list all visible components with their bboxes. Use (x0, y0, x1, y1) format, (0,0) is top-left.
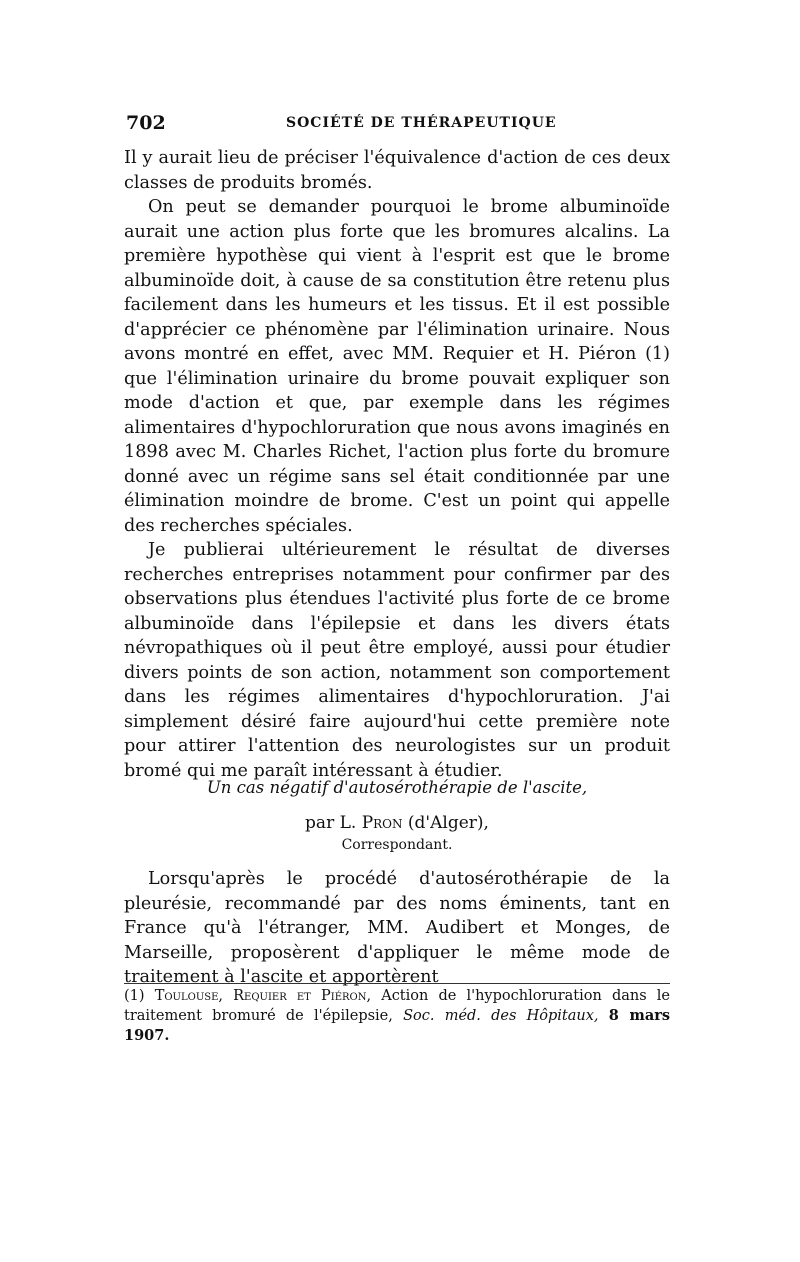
byline (124, 811, 670, 835)
article-title: Un cas négatif d'autosérothérapie de l'ascite, (206, 778, 588, 797)
footnote-journal: Soc. méd. des Hôpitaux, (403, 1008, 599, 1024)
running-head: SOCIÉTÉ DE THÉRAPEUTIQUE (286, 115, 557, 131)
paragraph: Je publierai ultérieurement le résultat de diverses recherches entreprises notamment pour confirmer par des observations plus étendues l'activité plus forte de ce brome albuminoïde dans l'épilepsie et dans les divers états névropathiques où il peut être employé, aussi pour étudier divers points de son action, notamment son comportement dans les régimes alimentaires d'hypochloruration. J'ai simplement désiré faire aujourd'hui cette première note pour attirer l'attention des neurologistes sur un produit bromé qui me paraît intéressant à étudier. (124, 540, 670, 781)
byline-suffix: (d'Alger), (407, 813, 489, 833)
page-header (126, 112, 686, 142)
footnote-marker: (1) (124, 988, 145, 1004)
footnote-text: Action de l'hypochloruration dans le traitement bromuré de l'épilepsie, (124, 988, 671, 1024)
author-name: Pron (361, 813, 403, 833)
author-role: Correspondant. (341, 837, 453, 853)
main-text (124, 146, 670, 783)
page-number: 702 (126, 112, 166, 134)
footnote-authors: Toulouse, Requier et Piéron, (154, 988, 372, 1004)
paragraph: Il y aurait lieu de préciser l'équivalence d'action de ces deux classes de produits bromés. (124, 148, 670, 193)
paragraph: On peut se demander pourquoi le brome albuminoïde aurait une action plus forte que les bromures alcalins. La première hypothèse qui vient à l'esprit est que le brome albuminoïde doit, à cause de sa constitution être retenu plus facilement dans les humeurs et les tissus. Et il est possible d'apprécier ce phénomène par l'élimination urinaire. Nous avons montré en effet, avec MM. Requier et H. Piéron (1) que l'élimination urinaire du brome pouvait expliquer son mode d'action et que, par exemple dans les régimes alimentaires d'hypochloruration que nous avons imaginés en 1898 avec M. Charles Richet, l'action plus forte du bromure donné avec un régime sans sel était conditionnée par une élimination moindre de brome. C'est un point qui appelle des recherches spéciales. (124, 197, 670, 536)
footnote (124, 986, 670, 1046)
footnote-divider (124, 983, 670, 984)
byline-prefix: par L. (305, 813, 357, 833)
paragraph: Lorsqu'après le procédé d'autosérothérapie de la pleurésie, recommandé par des noms éminents, tant en France qu'à l'étranger, MM. Audibert et Monges, de Marseille, proposèrent d'appliquer le même mode de traitement à l'ascite et apportèrent (124, 869, 670, 987)
footnote-date: 8 mars 1907. (124, 1007, 671, 1044)
article-text (124, 867, 670, 990)
